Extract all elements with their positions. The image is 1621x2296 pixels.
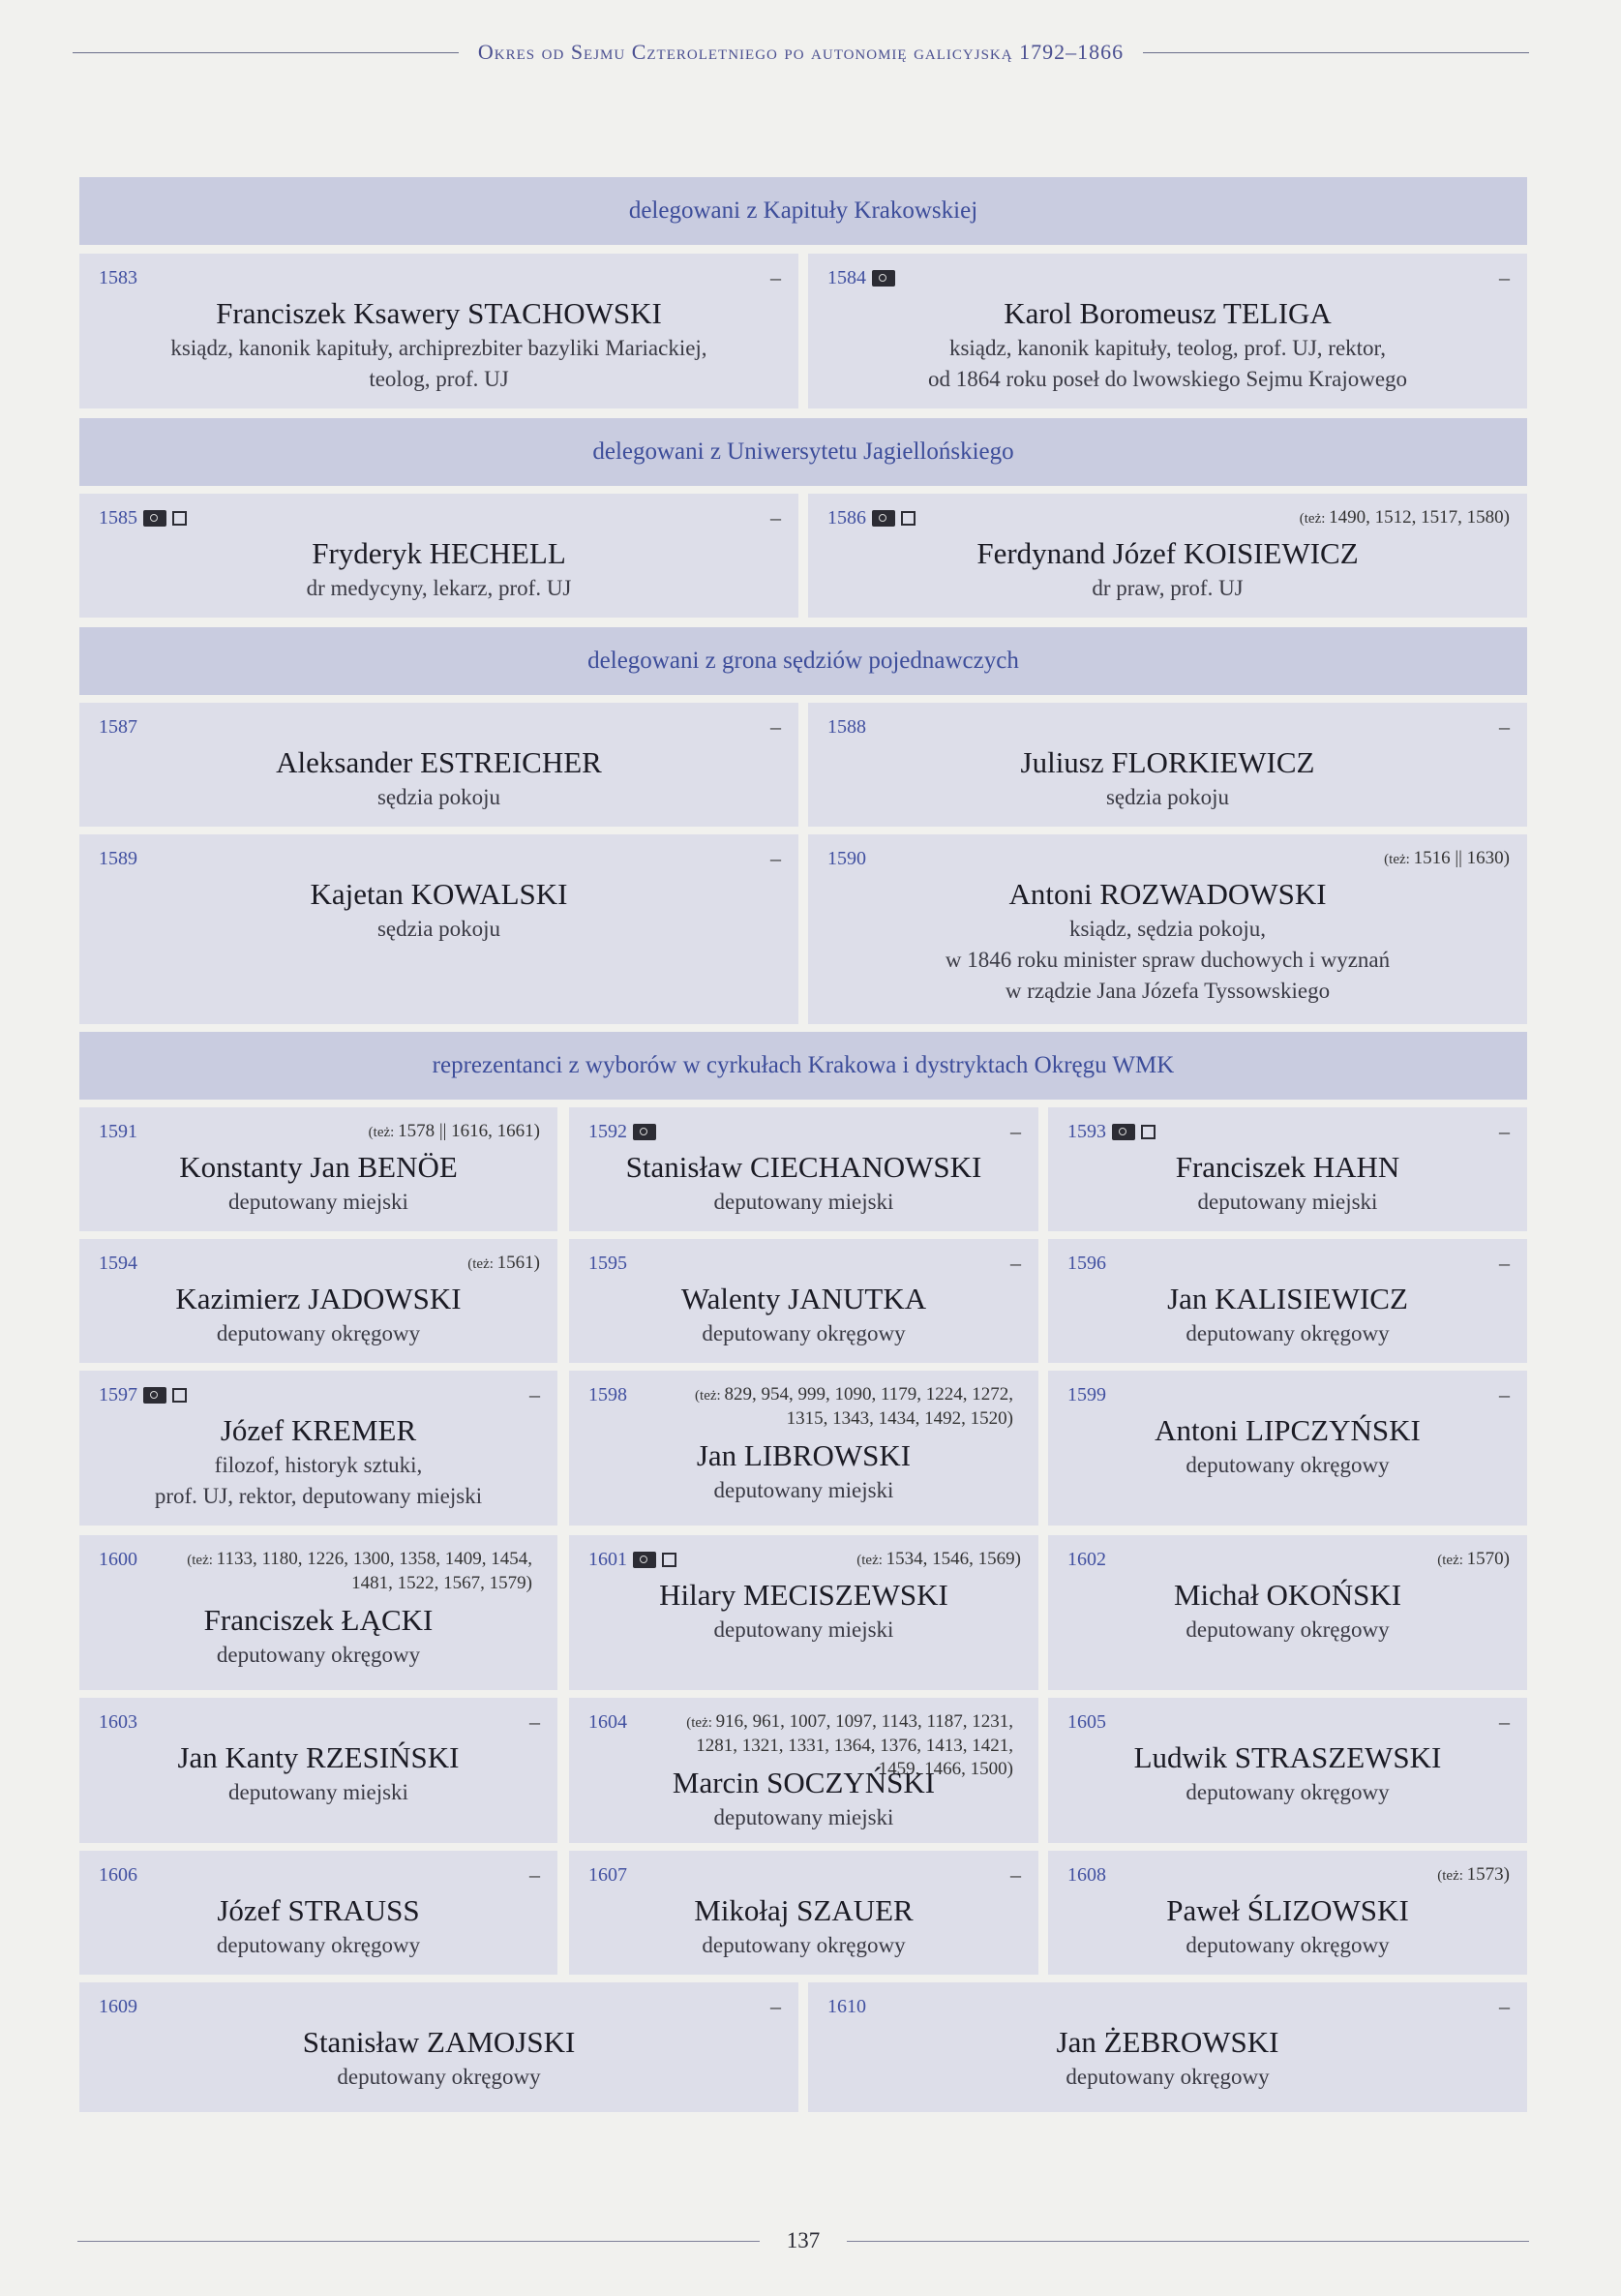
cross-reference-suffix: ) bbox=[1503, 1864, 1510, 1885]
entry-card bbox=[1048, 1851, 1527, 1975]
entry-card bbox=[79, 834, 798, 1024]
entry-description bbox=[588, 1187, 1019, 1218]
entry-name: Józef STRAUSS bbox=[217, 1893, 420, 1927]
entry-number bbox=[588, 1121, 656, 1143]
entry-number bbox=[99, 507, 187, 529]
cross-reference-prefix: (też: bbox=[1384, 852, 1414, 867]
entry-name: Walenty JANUTKA bbox=[680, 1282, 927, 1315]
no-cross-reference: – bbox=[770, 714, 781, 739]
entry-name: Franciszek HAHN bbox=[1175, 1150, 1400, 1184]
cross-reference-values: 1490, 1512, 1517, 1580 bbox=[1329, 507, 1504, 528]
entry-number-text: 1605 bbox=[1067, 1711, 1106, 1733]
entry-description bbox=[99, 2062, 779, 2093]
entry-number-text: 1597 bbox=[99, 1384, 137, 1405]
entry-description-line: deputowany okręgowy bbox=[702, 1321, 906, 1345]
entry-description-line: deputowany miejski bbox=[713, 1805, 894, 1829]
entry-number-text: 1598 bbox=[588, 1384, 627, 1405]
entry-card bbox=[569, 1535, 1038, 1690]
entry-name: Mikołaj SZAUER bbox=[694, 1893, 914, 1927]
cross-reference-suffix: ) bbox=[1006, 1759, 1013, 1779]
entry-number-text: 1590 bbox=[827, 848, 866, 869]
entry-card bbox=[79, 254, 798, 408]
cross-reference bbox=[369, 1120, 540, 1144]
entry-number-text: 1592 bbox=[588, 1121, 627, 1142]
entry-description bbox=[1067, 1777, 1508, 1808]
entry-number-text: 1594 bbox=[99, 1253, 137, 1274]
cross-reference-prefix: (też: bbox=[1437, 1553, 1467, 1568]
entry-description-line: od 1864 roku poseł do lwowskiego Sejmu Krajowego bbox=[927, 367, 1408, 391]
entry-number-text: 1600 bbox=[99, 1549, 137, 1570]
entry-description-line: deputowany okręgowy bbox=[1186, 1453, 1390, 1477]
cross-reference-values: 1133, 1180, 1226, 1300, 1358, 1409, 1454, 1481, 1522, 1567, 1579 bbox=[216, 1549, 532, 1593]
entry-description-line: sędzia pokoju bbox=[376, 785, 501, 809]
entry-description bbox=[99, 914, 779, 945]
cross-reference-values: 1570 bbox=[1466, 1549, 1504, 1569]
entry-description-line: w rządzie Jana Józefa Tyssowskiego bbox=[1005, 979, 1331, 1003]
entry-name: Franciszek ŁĄCKI bbox=[203, 1603, 434, 1637]
cross-reference-values: 1516 || 1630 bbox=[1413, 848, 1504, 868]
entry-number bbox=[99, 1996, 137, 2018]
entry-number bbox=[99, 1384, 187, 1406]
entry-name: Kazimierz JADOWSKI bbox=[175, 1282, 462, 1315]
no-cross-reference: – bbox=[529, 1862, 540, 1887]
page-number: 137 bbox=[786, 2228, 821, 2252]
running-header bbox=[73, 37, 1529, 68]
entry-description-line: deputowany okręgowy bbox=[1186, 1780, 1390, 1804]
entry-name: Paweł ŚLIZOWSKI bbox=[1166, 1893, 1409, 1927]
entry-description-line: deputowany okręgowy bbox=[216, 1643, 421, 1667]
no-cross-reference: – bbox=[1499, 265, 1510, 289]
entry-description bbox=[827, 782, 1508, 813]
entry-description-line: deputowany miejski bbox=[713, 1190, 894, 1214]
entry-card bbox=[79, 1982, 798, 2112]
cross-reference-prefix: (też: bbox=[187, 1553, 217, 1568]
entry-number-text: 1595 bbox=[588, 1253, 627, 1274]
entry-description-line: deputowany okręgowy bbox=[216, 1933, 421, 1957]
section-heading: delegowani z grona sędziów pojednawczych bbox=[79, 627, 1527, 695]
entry-card bbox=[569, 1107, 1038, 1231]
entry-name: Jan KALISIEWICZ bbox=[1167, 1282, 1408, 1315]
camera-icon bbox=[143, 510, 166, 527]
entry-description bbox=[1067, 1930, 1508, 1961]
entry-name: Jan LIBROWSKI bbox=[696, 1438, 912, 1472]
entry-name: Stanisław CIECHANOWSKI bbox=[625, 1150, 982, 1184]
entry-description-line: deputowany okręgowy bbox=[702, 1933, 906, 1957]
entry-number-text: 1601 bbox=[588, 1549, 627, 1570]
entry-number-text: 1602 bbox=[1067, 1549, 1106, 1570]
entry-name: Jan Kanty RZESIŃSKI bbox=[177, 1740, 460, 1774]
entry-number-text: 1604 bbox=[588, 1711, 627, 1733]
cross-reference-suffix: ) bbox=[533, 1121, 540, 1141]
entry-description bbox=[588, 1930, 1019, 1961]
entry-description bbox=[99, 1318, 538, 1349]
cross-reference bbox=[1300, 506, 1510, 530]
header-rule-right bbox=[1143, 52, 1529, 53]
entry-number-text: 1599 bbox=[1067, 1384, 1106, 1405]
entry-card bbox=[1048, 1535, 1527, 1690]
no-cross-reference: – bbox=[1010, 1862, 1021, 1887]
entry-number bbox=[99, 267, 137, 289]
entry-name: Antoni LIPCZYŃSKI bbox=[1155, 1413, 1421, 1447]
cross-reference-suffix: ) bbox=[1503, 507, 1510, 528]
entry-number bbox=[827, 716, 866, 739]
square-icon bbox=[1141, 1125, 1156, 1139]
no-cross-reference: – bbox=[529, 1382, 540, 1406]
entry-number-text: 1585 bbox=[99, 507, 137, 529]
entry-name: Józef KREMER bbox=[220, 1413, 417, 1447]
entry-number-text: 1607 bbox=[588, 1864, 627, 1886]
square-icon bbox=[901, 511, 916, 526]
entry-number bbox=[827, 507, 916, 529]
entry-description-line: deputowany okręgowy bbox=[1186, 1321, 1390, 1345]
entry-description bbox=[827, 333, 1508, 395]
entry-name: Ferdynand Józef KOISIEWICZ bbox=[976, 536, 1359, 570]
cross-reference bbox=[856, 1548, 1021, 1572]
entry-number-text: 1606 bbox=[99, 1864, 137, 1886]
cross-reference-prefix: (też: bbox=[467, 1256, 497, 1272]
entry-number bbox=[827, 1996, 866, 2018]
entry-description bbox=[99, 333, 779, 395]
section-heading: delegowani z Kapituły Krakowskiej bbox=[79, 177, 1527, 245]
entry-description-line: filozof, historyk sztuki, bbox=[214, 1453, 423, 1477]
entry-number-text: 1586 bbox=[827, 507, 866, 529]
entry-card bbox=[1048, 1239, 1527, 1363]
entry-name: Kajetan KOWALSKI bbox=[310, 877, 568, 911]
entry-description bbox=[99, 782, 779, 813]
cross-reference bbox=[467, 1252, 540, 1276]
entry-name: Aleksander ESTREICHER bbox=[276, 745, 602, 779]
cross-reference-suffix: ) bbox=[1503, 1549, 1510, 1569]
cross-reference-prefix: (też: bbox=[686, 1715, 716, 1731]
camera-icon bbox=[633, 1124, 656, 1140]
entry-card bbox=[79, 1239, 557, 1363]
entry-description-line: w 1846 roku minister spraw duchowych i wyznań bbox=[945, 948, 1391, 972]
no-cross-reference: – bbox=[1499, 1251, 1510, 1275]
entry-number bbox=[827, 267, 895, 289]
entry-card bbox=[569, 1239, 1038, 1363]
cross-reference-values: 1573 bbox=[1466, 1864, 1504, 1885]
entry-description-line: deputowany okręgowy bbox=[1066, 2065, 1270, 2089]
entry-number bbox=[99, 1864, 137, 1887]
entry-description bbox=[1067, 1615, 1508, 1646]
entry-description-line: deputowany miejski bbox=[713, 1478, 894, 1502]
footer-rule-right bbox=[847, 2241, 1529, 2242]
entry-description-line: deputowany okręgowy bbox=[216, 1321, 421, 1345]
entry-number bbox=[588, 1864, 627, 1887]
entry-card bbox=[808, 703, 1527, 827]
no-cross-reference: – bbox=[770, 846, 781, 870]
entry-number bbox=[827, 848, 866, 870]
entry-description-line: sędzia pokoju bbox=[376, 917, 501, 941]
entry-description bbox=[588, 1615, 1019, 1646]
no-cross-reference: – bbox=[1499, 714, 1510, 739]
entry-description-line: deputowany miejski bbox=[1197, 1190, 1378, 1214]
entry-card bbox=[808, 494, 1527, 618]
entry-card bbox=[569, 1698, 1038, 1843]
no-cross-reference: – bbox=[770, 505, 781, 529]
entry-description bbox=[99, 1450, 538, 1512]
entry-name: Franciszek Ksawery STACHOWSKI bbox=[216, 296, 662, 330]
entry-name: Jan ŻEBROWSKI bbox=[1056, 2025, 1279, 2059]
entry-card bbox=[1048, 1107, 1527, 1231]
camera-icon bbox=[1112, 1124, 1135, 1140]
entry-number-text: 1610 bbox=[827, 1996, 866, 2017]
entry-number bbox=[1067, 1121, 1156, 1143]
entry-description-line: deputowany okręgowy bbox=[1186, 1617, 1390, 1642]
no-cross-reference: – bbox=[770, 1994, 781, 2018]
no-cross-reference: – bbox=[529, 1709, 540, 1734]
entry-card bbox=[808, 1982, 1527, 2112]
cross-reference bbox=[656, 1383, 1013, 1431]
entry-number-text: 1596 bbox=[1067, 1253, 1106, 1274]
entry-card bbox=[569, 1851, 1038, 1975]
entry-description-line: deputowany miejski bbox=[713, 1617, 894, 1642]
no-cross-reference: – bbox=[1010, 1251, 1021, 1275]
entry-number bbox=[1067, 1864, 1106, 1887]
square-icon bbox=[172, 1388, 187, 1403]
entry-description bbox=[99, 573, 779, 604]
entry-name: Konstanty Jan BENÖE bbox=[179, 1150, 458, 1184]
entry-card bbox=[808, 834, 1527, 1024]
entry-number bbox=[588, 1549, 676, 1571]
camera-icon bbox=[633, 1552, 656, 1568]
entry-number-text: 1583 bbox=[99, 267, 137, 288]
section-heading: delegowani z Uniwersytetu Jagiellońskiego bbox=[79, 418, 1527, 486]
entry-number-text: 1593 bbox=[1067, 1121, 1106, 1142]
entry-name: Hilary MECISZEWSKI bbox=[659, 1578, 948, 1612]
entry-card bbox=[79, 1851, 557, 1975]
no-cross-reference: – bbox=[770, 265, 781, 289]
entry-number-text: 1603 bbox=[99, 1711, 137, 1733]
footer-rule-left bbox=[77, 2241, 760, 2242]
cross-reference-prefix: (też: bbox=[1299, 511, 1330, 527]
entry-number bbox=[99, 848, 137, 870]
entry-name: Marcin SOCZYŃSKI bbox=[672, 1766, 936, 1799]
entry-description-line: deputowany miejski bbox=[228, 1780, 408, 1804]
entry-description bbox=[827, 2062, 1508, 2093]
entry-number bbox=[99, 1549, 137, 1571]
section-heading: reprezentanci z wyborów w cyrkułach Krakowa i dystryktach Okręgu WMK bbox=[79, 1032, 1527, 1100]
entry-number bbox=[1067, 1549, 1106, 1571]
entry-description bbox=[1067, 1450, 1508, 1481]
entry-number bbox=[99, 1253, 137, 1275]
entry-card bbox=[1048, 1698, 1527, 1843]
square-icon bbox=[662, 1553, 676, 1567]
entry-description bbox=[99, 1640, 538, 1671]
entry-name: Fryderyk HECHELL bbox=[312, 536, 566, 570]
entry-card bbox=[79, 1535, 557, 1690]
entry-description bbox=[827, 573, 1508, 604]
entry-name: Antoni ROZWADOWSKI bbox=[1008, 877, 1327, 911]
entry-number-text: 1587 bbox=[99, 716, 137, 738]
entry-number bbox=[588, 1253, 627, 1275]
entry-number bbox=[1067, 1384, 1106, 1406]
no-cross-reference: – bbox=[1499, 1382, 1510, 1406]
cross-reference-prefix: (też: bbox=[856, 1553, 886, 1568]
cross-reference-prefix: (też: bbox=[1437, 1868, 1467, 1884]
no-cross-reference: – bbox=[1499, 1709, 1510, 1734]
entry-number bbox=[99, 716, 137, 739]
entry-number bbox=[588, 1384, 627, 1406]
cross-reference-suffix: ) bbox=[525, 1573, 532, 1593]
entry-name: Karol Boromeusz TELIGA bbox=[1004, 296, 1332, 330]
cross-reference-suffix: ) bbox=[1503, 848, 1510, 868]
entry-number bbox=[99, 1711, 137, 1734]
cross-reference-values: 1534, 1546, 1569 bbox=[886, 1549, 1015, 1569]
entry-name: Michał OKOŃSKI bbox=[1173, 1578, 1402, 1612]
entry-number bbox=[1067, 1253, 1106, 1275]
entry-card bbox=[79, 1371, 557, 1526]
cross-reference-prefix: (też: bbox=[368, 1125, 399, 1140]
entry-description bbox=[588, 1475, 1019, 1506]
cross-reference-values: 916, 961, 1007, 1097, 1143, 1187, 1231, 1281, 1321, 1331, 1364, 1376, 1413, 1421, 1459, 1466, 1500 bbox=[696, 1711, 1013, 1779]
entry-description-line: dr praw, prof. UJ bbox=[1092, 576, 1244, 600]
entry-card bbox=[808, 254, 1527, 408]
entry-description-line: deputowany okręgowy bbox=[1186, 1933, 1390, 1957]
entry-number-text: 1608 bbox=[1067, 1864, 1106, 1886]
entry-card bbox=[79, 1107, 557, 1231]
no-cross-reference: – bbox=[1499, 1994, 1510, 2018]
cross-reference-suffix: ) bbox=[1006, 1408, 1013, 1429]
entry-card bbox=[1048, 1371, 1527, 1526]
entry-card bbox=[79, 1698, 557, 1843]
entry-number-text: 1591 bbox=[99, 1121, 137, 1142]
entry-description-line: teolog, prof. UJ bbox=[369, 367, 509, 391]
entry-description bbox=[588, 1802, 1019, 1833]
entry-description bbox=[99, 1777, 538, 1808]
page-footer bbox=[77, 2224, 1529, 2257]
entry-card bbox=[79, 494, 798, 618]
cross-reference-prefix: (też: bbox=[695, 1388, 725, 1404]
entry-number bbox=[99, 1121, 137, 1143]
cross-reference bbox=[1437, 1863, 1510, 1888]
entry-name: Stanisław ZAMOJSKI bbox=[302, 2025, 576, 2059]
entry-description-line: dr medycyny, lekarz, prof. UJ bbox=[306, 576, 572, 600]
cross-reference-suffix: ) bbox=[533, 1253, 540, 1273]
entry-description bbox=[1067, 1318, 1508, 1349]
entry-description-line: deputowany okręgowy bbox=[337, 2065, 541, 2089]
entry-description-line: ksiądz, kanonik kapituły, teolog, prof. UJ, rektor, bbox=[948, 336, 1387, 360]
entry-number-text: 1588 bbox=[827, 716, 866, 738]
header-title: Okres od Sejmu Czteroletniego po autonomię galicyjską 1792–1866 bbox=[477, 40, 1125, 64]
no-cross-reference: – bbox=[1499, 1119, 1510, 1143]
entry-card bbox=[569, 1371, 1038, 1526]
cross-reference bbox=[1384, 847, 1510, 871]
cross-reference-values: 829, 954, 999, 1090, 1179, 1224, 1272, 1315, 1343, 1434, 1492, 1520 bbox=[724, 1384, 1013, 1429]
entry-name: Juliusz FLORKIEWICZ bbox=[1020, 745, 1315, 779]
square-icon bbox=[172, 511, 187, 526]
entry-description-line: deputowany miejski bbox=[228, 1190, 408, 1214]
entry-number-text: 1589 bbox=[99, 848, 137, 869]
no-cross-reference: – bbox=[1010, 1119, 1021, 1143]
entry-description-line: ksiądz, kanonik kapituły, archiprezbiter bazyliki Mariackiej, bbox=[170, 336, 707, 360]
entry-description bbox=[827, 914, 1508, 1007]
cross-reference-suffix: ) bbox=[1014, 1549, 1021, 1569]
entry-description-line: prof. UJ, rektor, deputowany miejski bbox=[154, 1484, 483, 1508]
entry-card bbox=[79, 703, 798, 827]
entry-number bbox=[1067, 1711, 1106, 1734]
camera-icon bbox=[143, 1387, 166, 1404]
camera-icon bbox=[872, 270, 895, 287]
cross-reference bbox=[1437, 1548, 1510, 1572]
entry-name: Ludwik STRASZEWSKI bbox=[1133, 1740, 1442, 1774]
cross-reference-values: 1561 bbox=[496, 1253, 534, 1273]
entry-description bbox=[588, 1318, 1019, 1349]
entry-description bbox=[99, 1930, 538, 1961]
entry-number-text: 1584 bbox=[827, 267, 866, 288]
camera-icon bbox=[872, 510, 895, 527]
cross-reference-values: 1578 || 1616, 1661 bbox=[398, 1121, 534, 1141]
entry-description bbox=[1067, 1187, 1508, 1218]
entry-number bbox=[588, 1711, 627, 1734]
entry-number-text: 1609 bbox=[99, 1996, 137, 2017]
cross-reference bbox=[166, 1548, 532, 1595]
header-rule-left bbox=[73, 52, 459, 53]
entry-description-line: ksiądz, sędzia pokoju, bbox=[1068, 917, 1267, 941]
entry-description bbox=[99, 1187, 538, 1218]
entry-description-line: sędzia pokoju bbox=[1105, 785, 1230, 809]
